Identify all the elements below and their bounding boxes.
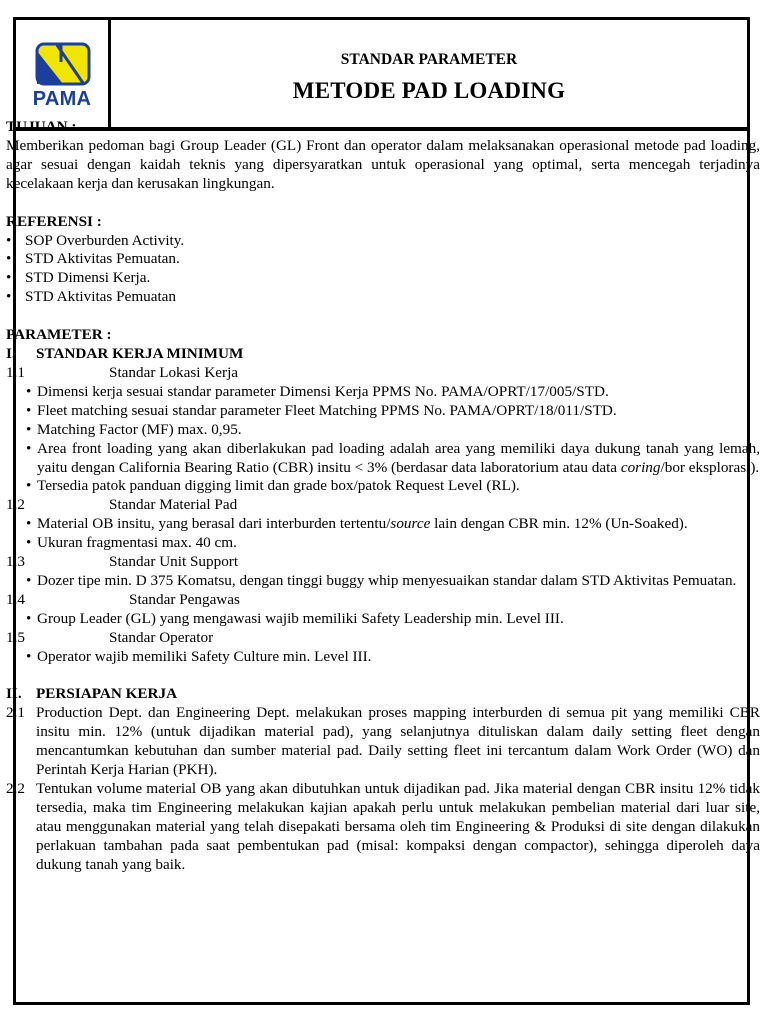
bullet-icon: • [26, 609, 32, 627]
list-item: • Dimensi kerja sesuai standar parameter Dimensi Kerja PPMS No. PAMA/OPRT/17/005/STD. [26, 382, 609, 400]
list-item: • Fleet matching sesuai standar parameter Fleet Matching PPMS No. PAMA/OPRT/18/011/STD. [26, 401, 617, 419]
bullet-icon: • [26, 420, 32, 438]
section-heading: II. PERSIAPAN KERJA [6, 685, 178, 703]
bullet-icon: • [6, 250, 12, 268]
subsection-heading: 1.4 Standar Pengawas [6, 590, 240, 608]
subsection-heading: 1.3 Standar Unit Support [6, 553, 239, 571]
logo-cell [16, 20, 111, 127]
bullet-icon: • [6, 269, 12, 287]
logo-text: PAMA [32, 88, 92, 110]
subsection-heading: 1.2 Standar Material Pad [6, 496, 238, 514]
list-item: • Tersedia patok panduan digging limit dan grade box/patok Request Level (RL). [26, 477, 520, 495]
numbered-item: 2.1 Production Dept. dan Engineering Dept. melakukan proses mapping interburden di semua pit yang memiliki CBR insitu min. 12% (untuk dijadikan material pad), yang selanjutnya dituliskan dalam daily setting fleet dengan mencantumkan kebutuhan dan sumber material pad. Daily setting fleet ini tercantum dalam Work Order (WO) dan Perintah Kerja Harian (PKH). [6, 704, 760, 779]
document-header [16, 20, 747, 131]
tujuan-text: Memberikan pedoman bagi Group Leader (GL) Front dan operator dalam melaksanakan operasional metode pad loading, agar sesuai dengan kaidah teknis yang dipersyaratkan untuk operasional yang optimal, serta mencegah terjadinya kecelakaan kerja dan kerusakan lingkungan. [6, 136, 760, 192]
bullet-icon: • [26, 439, 32, 457]
list-item: • Area front loading yang akan diberlakukan pad loading adalah area yang memiliki daya dukung tanah yang lemah, yaitu dengan California Bearing Ratio (CBR) insitu < 3% (berdasar data laboratorium atau data coring/bor eksplorasi). [26, 439, 760, 476]
bullet-icon: • [26, 571, 32, 589]
tujuan-heading: TUJUAN : [6, 118, 77, 135]
bullet-icon: • [26, 534, 32, 552]
pama-logo-icon [35, 42, 91, 86]
title-cell [111, 20, 747, 127]
bullet-icon: • [6, 288, 12, 306]
list-item: • STD Aktivitas Pemuatan [6, 288, 177, 306]
list-item: • SOP Overburden Activity. [6, 231, 185, 249]
bullet-icon: • [26, 382, 32, 400]
list-item: • STD Dimensi Kerja. [6, 269, 151, 287]
numbered-item: 2.2 Tentukan volume material OB yang akan dibutuhkan untuk dijadikan pad. Jika material dengan CBR insitu 12% tidak tersedia, maka tim Engineering melakukan kajian apakah perlu untuk melakukan pembelian material dari luar site, atau menggunakan material yang telah disepakati bersama oleh tim Engineering & Produksi di site dengan dilakukan perlakuan tambahan pada saat pembentukan pad (misal: kompaksi dengan compactor), sehingga diperoleh daya dukung tanah yang baik. [6, 780, 760, 873]
bullet-icon: • [26, 515, 32, 533]
list-item: • Group Leader (GL) yang mengawasi wajib memiliki Safety Leadership min. Level III. [26, 609, 564, 627]
document-body [6, 118, 760, 875]
list-item: • STD Aktivitas Pemuatan. [6, 250, 180, 268]
bullet-icon: • [26, 477, 32, 495]
bullet-icon: • [6, 231, 12, 249]
section-heading: I. STANDAR KERJA MINIMUM [6, 345, 244, 363]
list-item: • Operator wajib memiliki Safety Culture min. Level III. [26, 647, 372, 665]
list-item: • Ukuran fragmentasi max. 40 cm. [26, 534, 237, 552]
bullet-icon: • [26, 401, 32, 419]
document-subtitle: STANDAR PARAMETER [340, 51, 518, 68]
subsection-heading: 1.1 Standar Lokasi Kerja [6, 363, 239, 381]
parameter-heading: PARAMETER : [6, 326, 112, 344]
bullet-icon: • [26, 647, 32, 665]
list-item: • Dozer tipe min. D 375 Komatsu, dengan tinggi buggy whip menyesuaikan standar dalam STD Aktivitas Pemuatan. [26, 571, 737, 589]
referensi-heading: REFERENSI : [6, 212, 102, 230]
list-item: • Matching Factor (MF) max. 0,95. [26, 420, 242, 438]
list-item: • Material OB insitu, yang berasal dari interburden tertentu/source lain dengan CBR min. 12% (Un-Soaked). [26, 515, 688, 533]
subsection-heading: 1.5 Standar Operator [6, 628, 214, 646]
document-title: METODE PAD LOADING [292, 78, 566, 103]
